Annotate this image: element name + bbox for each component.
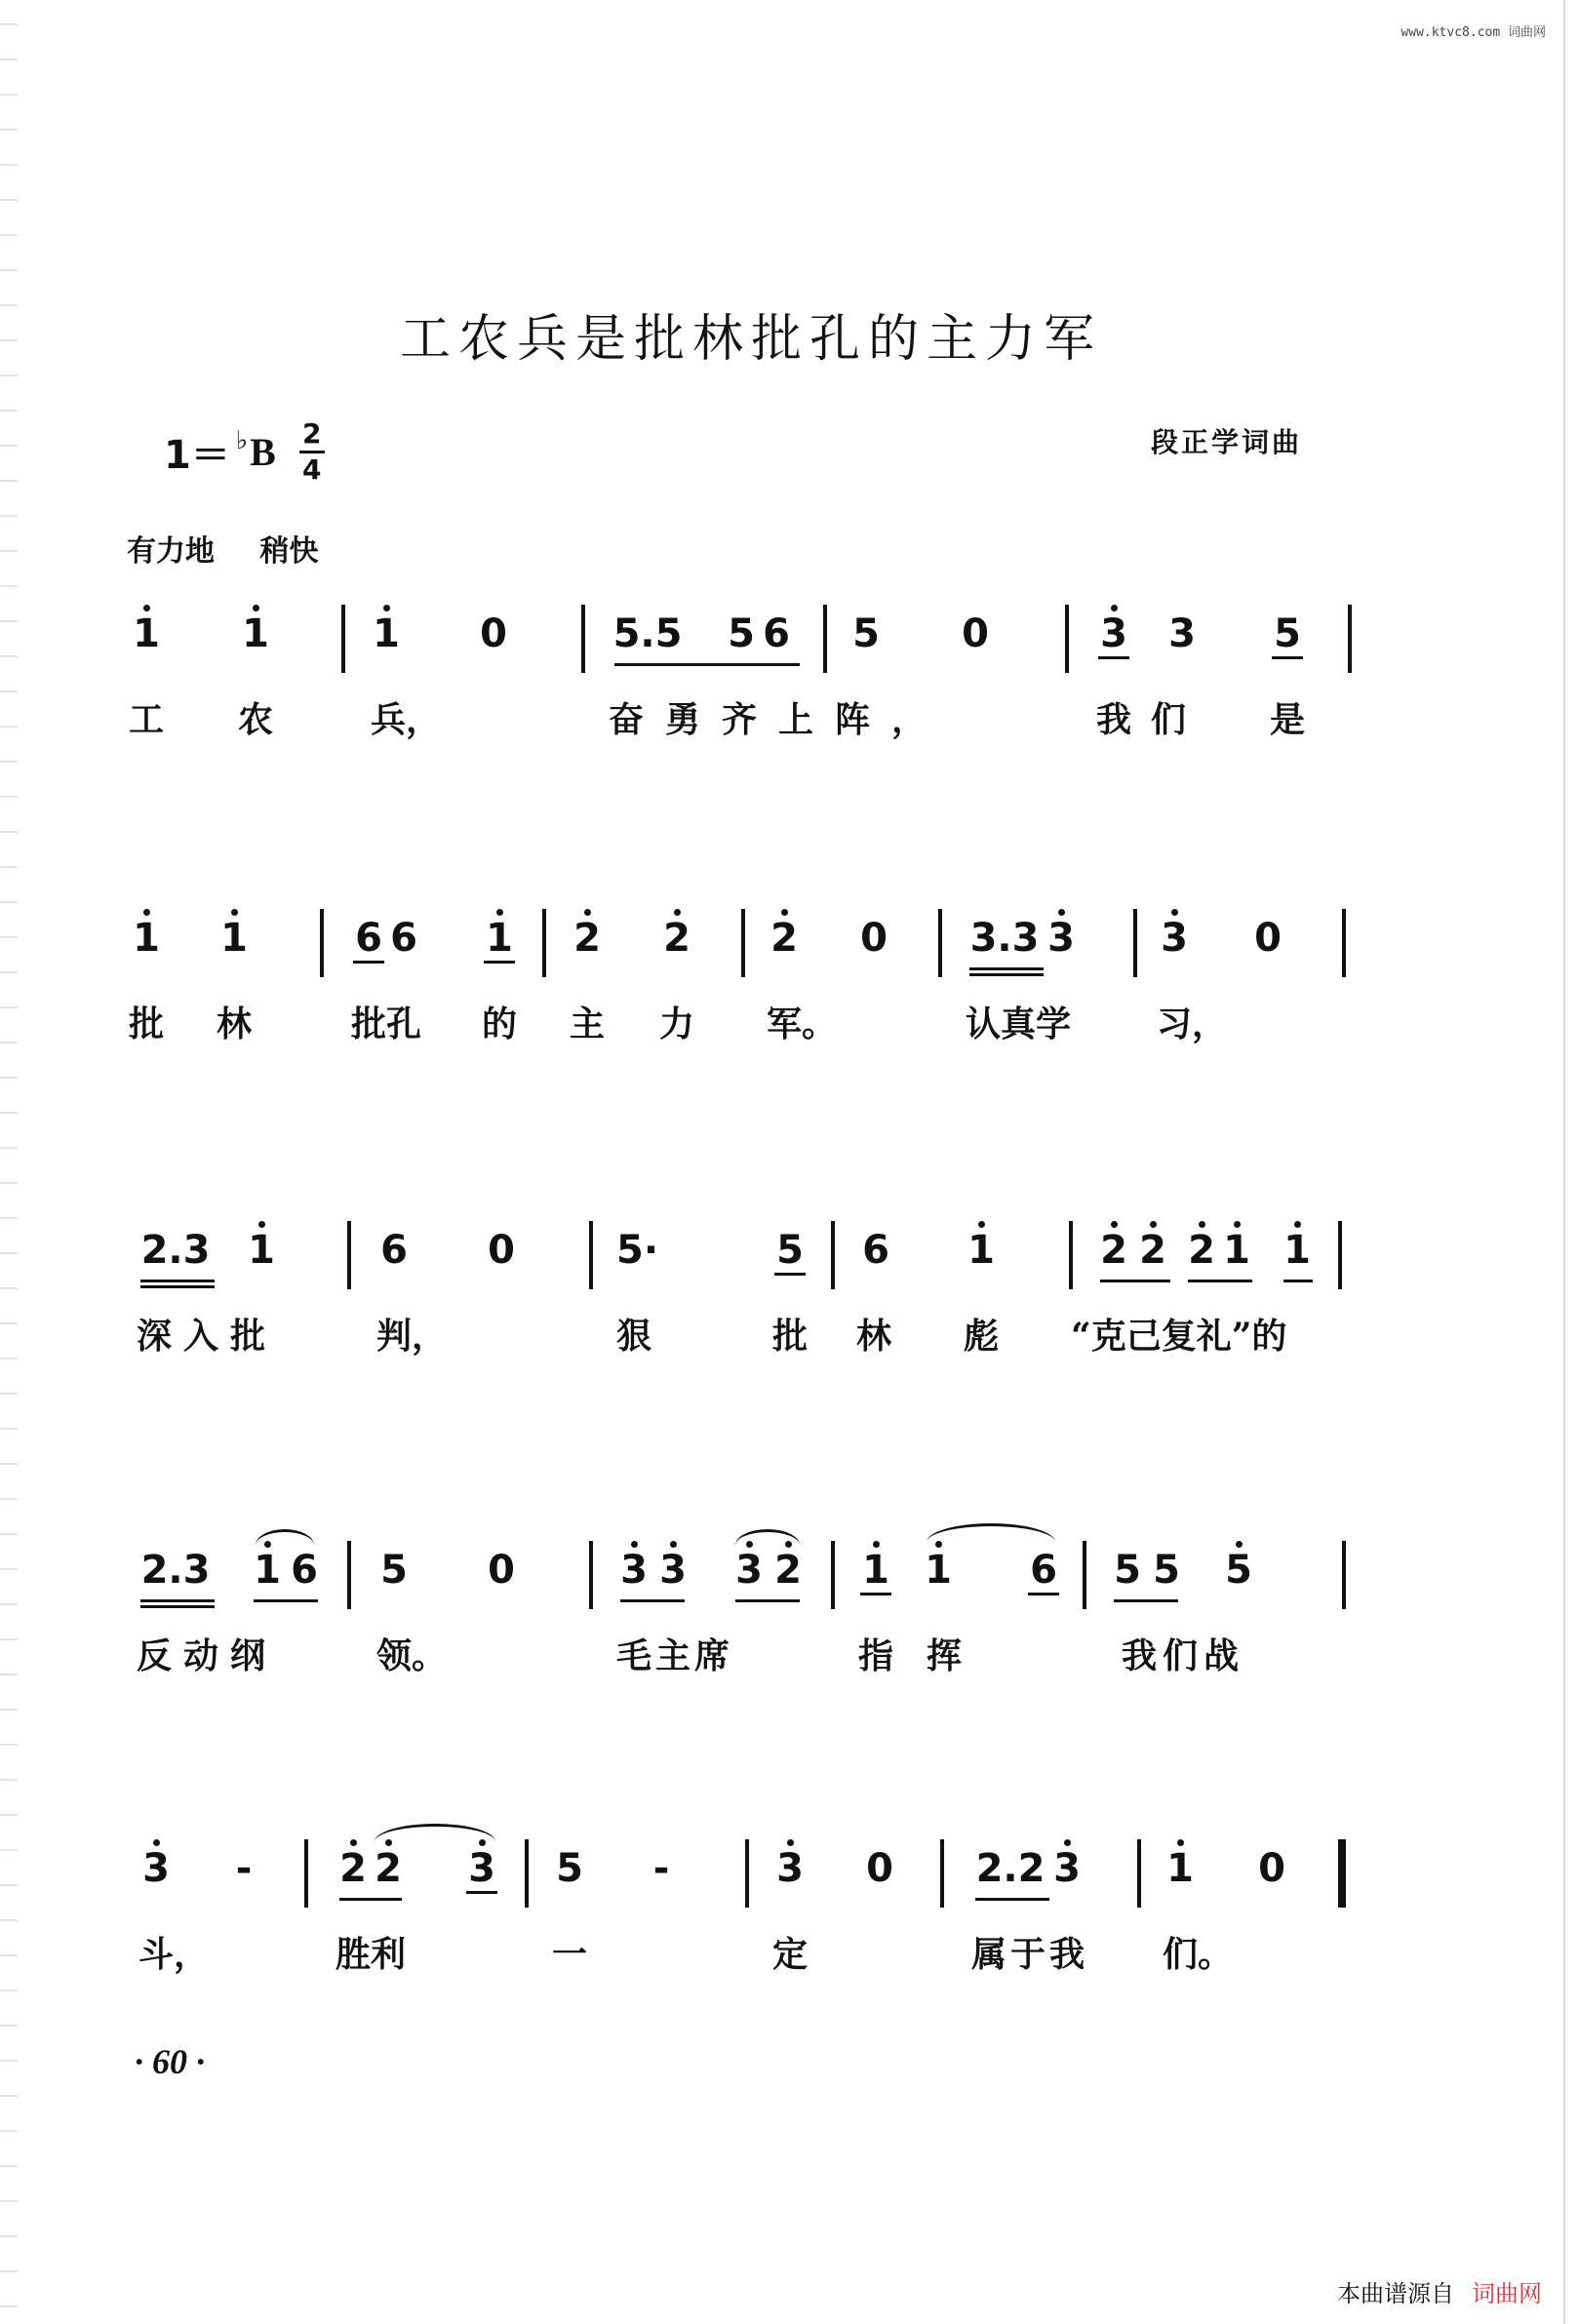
lyrics-row	[0, 692, 1579, 761]
barline	[1069, 1221, 1073, 1289]
note: 2	[1135, 1229, 1170, 1272]
lyrics-row	[0, 1629, 1579, 1697]
note: 3	[772, 1847, 808, 1890]
note: 5	[380, 1548, 408, 1593]
lyric: 军。	[767, 1004, 838, 1044]
lyrics-row	[0, 1309, 1579, 1377]
underline	[975, 1898, 1049, 1901]
note: 5	[728, 611, 755, 656]
note: 1	[1280, 1229, 1315, 1272]
note: 1	[1163, 1847, 1198, 1890]
note: 1	[858, 1549, 893, 1592]
song-title: 工农兵是批林批孔的主力军	[399, 310, 1102, 369]
barline	[831, 1221, 835, 1289]
lyric: 工	[129, 699, 165, 740]
score-system-3	[0, 1201, 1579, 1397]
notes-row	[0, 585, 1579, 692]
barline	[823, 605, 827, 673]
lyric: 领。	[376, 1635, 448, 1676]
lyric: 指挥	[858, 1635, 996, 1676]
note: 5	[556, 1846, 583, 1891]
footer-credit	[1337, 2274, 1542, 2308]
note: 1	[482, 917, 517, 960]
barline	[525, 1839, 529, 1908]
underline	[140, 1599, 215, 1602]
underline	[1188, 1280, 1252, 1282]
note: 6	[390, 916, 417, 961]
note: 2	[767, 917, 802, 960]
notes-row	[0, 1820, 1579, 1927]
barline	[1342, 1541, 1346, 1609]
time-bottom: 4	[302, 453, 322, 486]
time-top: 2	[302, 417, 322, 450]
score-system-2	[0, 889, 1579, 1084]
barline	[1065, 605, 1069, 673]
underline	[1283, 1280, 1313, 1282]
lyric: 狠	[616, 1316, 652, 1357]
note: 5	[772, 1229, 808, 1272]
barline	[542, 909, 546, 977]
note: 0	[488, 1548, 515, 1593]
lyric: 定	[772, 1934, 809, 1975]
tempo-2: 稍快	[259, 534, 319, 569]
score-system-1	[0, 585, 1579, 780]
barline	[1348, 605, 1352, 673]
note: 1	[964, 1229, 999, 1272]
lyric: 是	[1270, 699, 1306, 740]
note: 3	[138, 1847, 174, 1890]
barline	[1133, 909, 1137, 977]
flat-sign: ♭	[235, 425, 249, 455]
note: 1	[238, 612, 273, 655]
barline	[320, 909, 324, 977]
note: 2	[570, 917, 605, 960]
lyric: 一	[552, 1934, 588, 1975]
note: 1	[129, 917, 164, 960]
note: 1	[244, 1229, 279, 1272]
notes-row	[0, 1521, 1579, 1629]
lyric: 的	[482, 1004, 518, 1044]
key-signature	[164, 419, 325, 485]
note: 5	[1270, 612, 1305, 655]
notes-row	[0, 1201, 1579, 1309]
note: -	[235, 1846, 253, 1891]
note: 2.2	[975, 1846, 1046, 1891]
barline	[1338, 1221, 1342, 1289]
note: 0	[1254, 916, 1282, 961]
underline	[969, 973, 1044, 976]
lyric: 胜利	[336, 1934, 407, 1975]
lyric: 反动纲	[137, 1635, 278, 1676]
barline	[1137, 1839, 1141, 1908]
note: 3	[1096, 612, 1131, 655]
note: 2	[770, 1549, 806, 1592]
note: 3	[1044, 917, 1079, 960]
lyric: 我们战	[1122, 1635, 1245, 1676]
underline	[735, 1599, 800, 1602]
note: 0	[962, 611, 989, 656]
barline	[589, 1541, 593, 1609]
lyrics-row	[0, 1927, 1579, 1995]
composer-credit: 段正学词曲	[1151, 426, 1303, 458]
note: 3	[1168, 611, 1196, 656]
underline	[620, 1599, 685, 1602]
note: 5	[852, 611, 880, 656]
barline	[940, 1839, 944, 1908]
slur	[735, 1529, 800, 1561]
note: 3	[731, 1549, 767, 1592]
barline	[304, 1839, 308, 1908]
note: 6	[1026, 1549, 1061, 1592]
lyric: 深入批	[137, 1316, 278, 1357]
score-system-5	[0, 1820, 1579, 2015]
underline	[1114, 1599, 1178, 1602]
final-barline	[1338, 1839, 1346, 1908]
underline	[140, 1285, 215, 1288]
underline	[969, 967, 1044, 970]
note: 1	[369, 612, 404, 655]
lyric: 兵，	[371, 699, 442, 740]
note: 2.3	[140, 1228, 211, 1273]
underline	[254, 1599, 318, 1602]
lyric: 力	[659, 1004, 695, 1044]
key-note: B	[250, 430, 276, 474]
underline	[1100, 1280, 1170, 1282]
key-prefix: 1＝	[164, 433, 230, 478]
lyric: 批林	[772, 1316, 941, 1357]
note: 5	[1221, 1549, 1256, 1592]
barline	[341, 605, 345, 673]
barline	[741, 909, 745, 977]
note: 2	[1184, 1229, 1219, 1272]
barline	[745, 1839, 749, 1908]
page-number: · 60 ·	[135, 2042, 205, 2081]
note: 2	[1096, 1229, 1131, 1272]
note: 6	[291, 1548, 318, 1593]
slur	[927, 1523, 1055, 1561]
underline	[614, 663, 800, 666]
barline	[589, 1221, 593, 1289]
note: 2	[371, 1847, 406, 1890]
slur	[256, 1529, 314, 1561]
note: 2	[659, 917, 694, 960]
note: 3	[1049, 1847, 1085, 1890]
tempo-1: 有力地	[127, 534, 215, 569]
note: 1	[217, 917, 252, 960]
tempo-marking	[127, 527, 318, 570]
note: 5	[1153, 1548, 1180, 1593]
barline	[1342, 909, 1346, 977]
lyric: 属于我	[971, 1934, 1089, 1975]
lyric: 批	[129, 1004, 165, 1044]
note: 0	[866, 1846, 893, 1891]
lyric: 认真学	[966, 1004, 1072, 1044]
lyrics-row	[0, 997, 1579, 1065]
note: 0	[860, 916, 888, 961]
note: 5·	[616, 1228, 659, 1273]
note: 3	[655, 1549, 691, 1592]
note: 5.5	[612, 611, 683, 656]
note: 2.3	[140, 1548, 211, 1593]
note: 5	[1114, 1548, 1141, 1593]
note: 6	[763, 611, 790, 656]
lyric: 林	[217, 1004, 253, 1044]
note: 3.3	[969, 916, 1040, 961]
lyric: 判，	[376, 1316, 448, 1357]
note: 0	[1258, 1846, 1285, 1891]
barline	[581, 605, 585, 673]
barline	[831, 1541, 835, 1609]
note: 1	[1219, 1229, 1254, 1272]
barline	[1083, 1541, 1086, 1609]
barline	[347, 1221, 351, 1289]
underline	[140, 1605, 215, 1608]
note: 3	[616, 1549, 651, 1592]
time-signature	[299, 419, 325, 485]
lyric: 习，	[1157, 1004, 1228, 1044]
lyric: 奋勇齐上阵，	[609, 699, 949, 740]
note: 1	[921, 1549, 956, 1592]
lyric: 农	[238, 699, 274, 740]
note: 1	[250, 1549, 285, 1592]
lyric: 斗，	[138, 1934, 210, 1975]
note: 6	[380, 1228, 408, 1273]
lyric: 批孔	[351, 1004, 422, 1044]
slur	[375, 1824, 495, 1860]
lyric: 毛主席	[616, 1635, 734, 1676]
lyric: 主	[570, 1004, 606, 1044]
lyric: “克己复礼”的	[1071, 1316, 1287, 1357]
lyric: 们。	[1163, 1934, 1234, 1975]
lyric: 我们	[1096, 699, 1206, 740]
underline	[140, 1280, 215, 1282]
note: 6	[351, 917, 386, 960]
underline	[339, 1898, 402, 1901]
footer-text: 本曲谱源自	[1337, 2280, 1454, 2307]
notes-row	[0, 889, 1579, 997]
note: -	[652, 1846, 670, 1891]
barline	[347, 1541, 351, 1609]
site-url: www.ktvc8.com 词曲网	[1401, 25, 1546, 40]
lyric: 彪	[964, 1316, 1000, 1357]
note: 3	[464, 1847, 499, 1890]
barline	[938, 909, 942, 977]
note: 0	[488, 1228, 515, 1273]
note: 2	[336, 1847, 371, 1890]
note: 3	[1157, 917, 1192, 960]
note: 1	[129, 612, 164, 655]
footer-brand-link[interactable]: 词曲网	[1472, 2280, 1542, 2307]
score-system-4	[0, 1521, 1579, 1716]
note: 0	[480, 611, 507, 656]
note: 6	[862, 1228, 889, 1273]
